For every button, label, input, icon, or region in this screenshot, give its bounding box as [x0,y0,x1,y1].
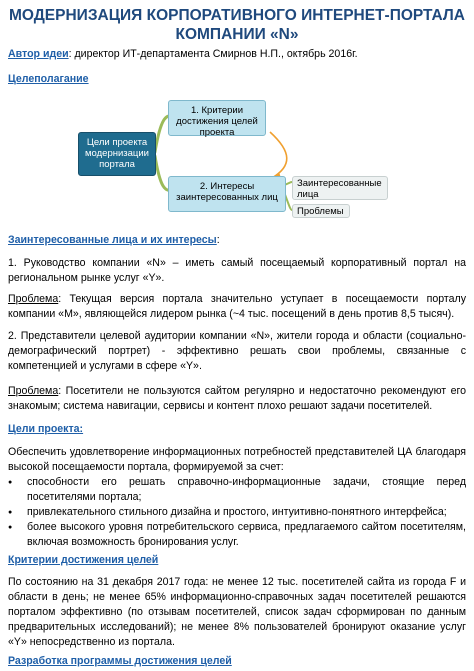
mindmap-node-interests: 2. Интересы заинтересованных лиц [168,176,286,212]
mindmap-center-node: Цели проекта модернизации портала [78,132,156,176]
problem-1-text: : Текущая версия портала значительно уступает в посещаемости порталу компании «M», являющейся лидером рынка (~4 тыс. посещений в день против 8,5 тысяч). [8,293,466,320]
goals-bullet-item: ● способности его решать справочно-информационные задачи, стоящие перед посетителями портала; [8,475,466,505]
goals-mindmap [0,92,474,232]
stakeholders-heading-colon: : [216,234,220,246]
stakeholders-heading [8,233,466,248]
program-heading-text: Разработка программы достижения целей [8,655,232,667]
goal-setting-heading [8,72,466,87]
criteria-heading [8,553,466,568]
problem-1-label: Проблема [8,293,59,305]
problem-2-label: Проблема [8,385,59,397]
project-goals-heading-text: Цели проекта: [8,423,84,435]
stakeholder-item-2: 2. Представители целевой аудитории компании «N», жители города и области (социально-демографический портрет) - эффективно решать свои проблемы, связанные с компетенцией и услугами в сфере «Y». [8,330,466,372]
document-title: МОДЕРНИЗАЦИЯ КОРПОРАТИВНОГО ИНТЕРНЕТ-ПОРТАЛА КОМПАНИИ «N» [9,7,465,43]
author-label: Автор идеи [8,48,69,60]
goals-bullet-item: ● привлекательного стильного дизайна и простого, интуитивно-понятного интерфейса; [8,505,466,520]
criteria-heading-text: Критерии достижения целей [8,554,159,566]
goals-intro: Обеспечить удовлетворение информационных потребностей представителей ЦА благодаря высокой посещаемости портала, формируемой за счет: [8,446,466,473]
problem-2 [8,384,466,414]
mindmap-sub-stakeholders: Заинтересованные лица [292,176,388,200]
criteria-text: По состоянию на 31 декабря 2017 года: не менее 12 тыс. посетителей сайта из города F и области в день; не менее 65% информационно-справочных задач посетителей решаются порталом эффективно (по отзывам посетителей, список задач сформирован по данным предварительных исследований); не менее 8% пользователей бронируют оказание услуг «Y» непосредственно из портала. [8,576,466,648]
problem-1 [8,292,466,322]
author-line [8,47,466,62]
mindmap-sub-problems: Проблемы [292,204,350,218]
goals-bullet-list [8,475,466,550]
goal-setting-heading-text: Целеполагание [8,73,89,85]
author-text: : директор ИТ-департамента Смирнов Н.П., октябрь 2016г. [68,48,358,60]
program-heading [8,654,466,669]
stakeholders-heading-text: Заинтересованные лица и их интересы [8,234,217,246]
stakeholder-item-1: 1. Руководство компании «N» – иметь самый посещаемый корпоративный портал на региональном рынке услуг «Y». [8,257,466,284]
project-goals-heading [8,422,466,437]
problem-2-text: : Посетители не пользуются сайтом регулярно и недостаточно рекомендуют его знакомым; система навигации, сервисы и контент плохо решают задачи посетителей. [8,385,466,412]
relation-arrow [270,132,287,178]
mindmap-node-criteria: 1. Критерии достижения целей проекта [168,100,266,136]
goals-bullet-item: ● более высокого уровня потребительского сервиса, предлагаемого сайтом посетителям, включая возможность бронирования услуг. [8,520,466,550]
